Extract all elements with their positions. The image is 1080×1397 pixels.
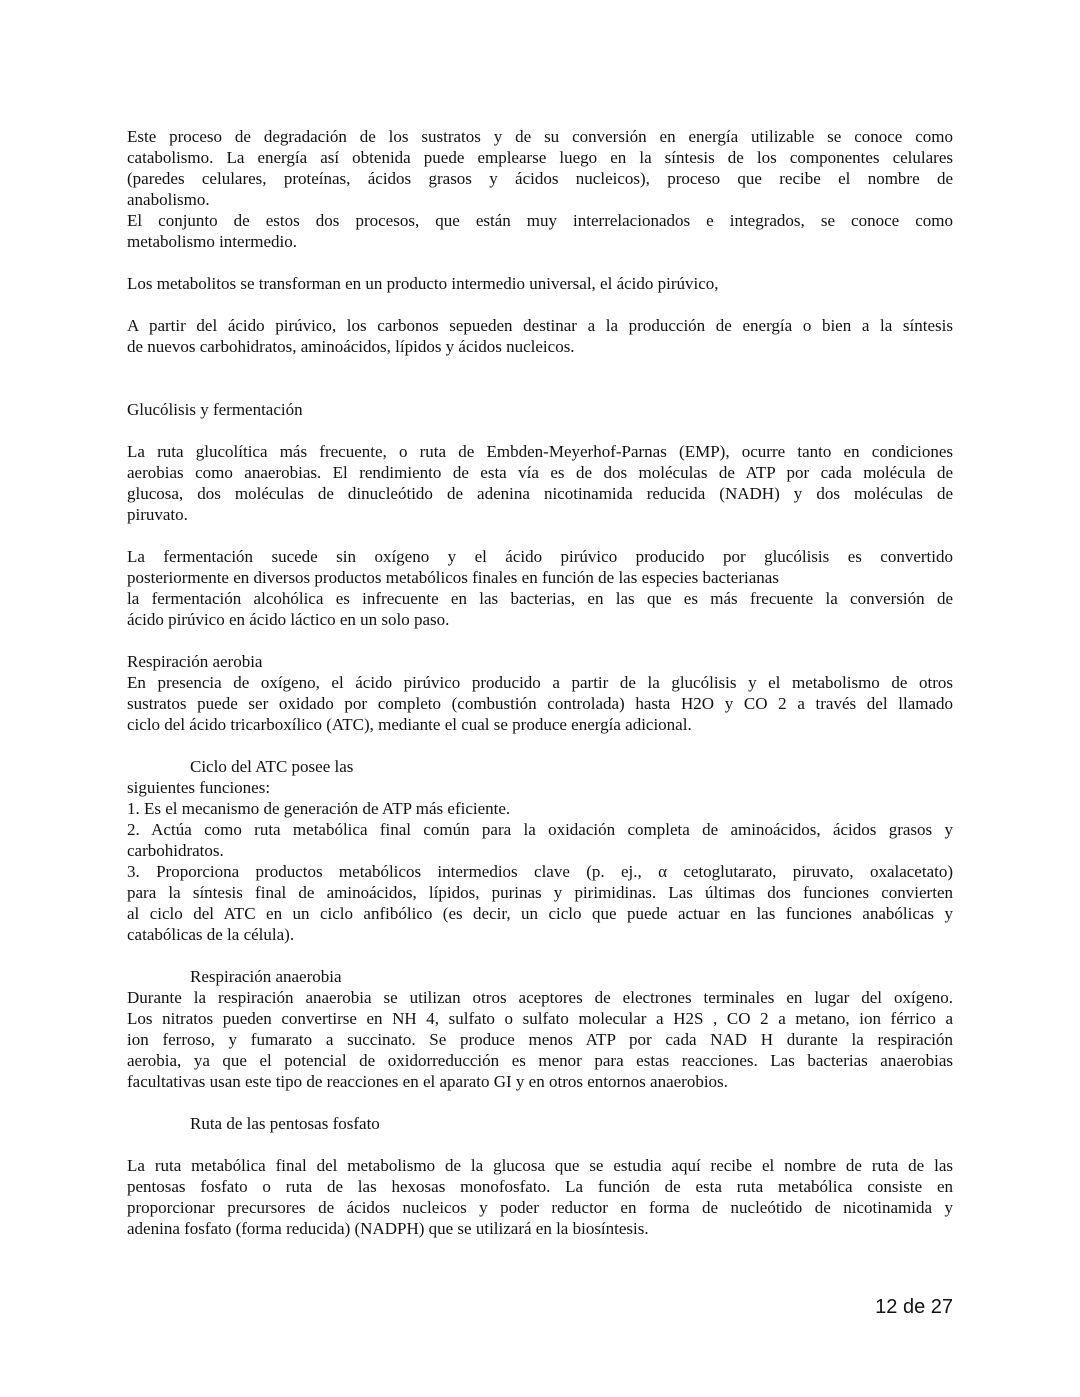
text-line: para la síntesis final de aminoácidos, lípidos, purinas y pirimidinas. Las últimas dos funciones convierten	[127, 883, 953, 902]
text-line: Respiración anaerobia	[190, 967, 342, 986]
document-body	[127, 126, 953, 1239]
paragraph-metabolites	[127, 273, 953, 294]
text-line: glucosa, dos moléculas de dinucleótido de adenina nicotinamida reducida (NADH) y dos moléculas de	[127, 484, 953, 503]
text-line: proporcionar precursores de ácidos nucleicos y poder reductor en forma de nucleótido de nicotinamida y	[127, 1198, 953, 1217]
text-line: anabolismo.	[127, 190, 210, 209]
text-line: metabolismo intermedio.	[127, 232, 297, 251]
paragraph-pyruvic-acid	[127, 315, 953, 357]
text-line: La fermentación sucede sin oxígeno y el ácido pirúvico producido por glucólisis es convertido	[127, 547, 953, 566]
text-line: Este proceso de degradación de los sustratos y de su conversión en energía utilizable se conoce como	[127, 127, 953, 146]
text-line: adenina fosfato (forma reducida) (NADPH) que se utilizará en la biosíntesis.	[127, 1219, 649, 1238]
text-line: Durante la respiración anaerobia se utilizan otros aceptores de electrones terminales en lugar del oxígeno.	[127, 988, 953, 1007]
text-line: 3. Proporciona productos metabólicos intermedios clave (p. ej., α cetoglutarato, piruvato, oxalacetato)	[127, 862, 953, 881]
text-line: piruvato.	[127, 505, 188, 524]
section-tca-cycle	[127, 756, 953, 945]
text-line: pentosas fosfato o ruta de las hexosas monofosfato. La función de esta ruta metabólica consiste en	[127, 1177, 953, 1196]
text-line: Los metabolitos se transforman en un producto intermedio universal, el ácido pirúvico,	[127, 274, 719, 293]
text-line: de nuevos carbohidratos, aminoácidos, lípidos y ácidos nucleicos.	[127, 337, 575, 356]
text-line: ciclo del ácido tricarboxílico (ATC), mediante el cual se produce energía adicional.	[127, 715, 692, 734]
text-line: (paredes celulares, proteínas, ácidos grasos y ácidos nucleicos), proceso que recibe el nombre de	[127, 169, 953, 188]
section-anaerobic-respiration	[127, 966, 953, 1092]
text-line: aerobias como anaerobias. El rendimiento de esta vía es de dos moléculas de ATP por cada molécula de	[127, 463, 953, 482]
section-aerobic-respiration	[127, 651, 953, 735]
text-line: ácido pirúvico en ácido láctico en un solo paso.	[127, 610, 450, 629]
text-line: carbohidratos.	[127, 841, 224, 860]
text-line: posteriormente en diversos productos metabólicos finales en función de las especies bacterianas	[127, 568, 779, 587]
text-line: al ciclo del ATC en un ciclo anfibólico (es decir, un ciclo que puede actuar en las funciones anabólicas y	[127, 904, 953, 923]
text-line: 1. Es el mecanismo de generación de ATP más eficiente.	[127, 799, 511, 818]
text-line: facultativas usan este tipo de reacciones en el aparato GI y en otros entornos anaerobios.	[127, 1072, 728, 1091]
heading-glycolysis	[127, 399, 953, 420]
heading-pentose-phosphate	[127, 1113, 953, 1134]
text-line: En presencia de oxígeno, el ácido pirúvico producido a partir de la glucólisis y el metabolismo de otros	[127, 673, 953, 692]
paragraph-catabolism	[127, 126, 953, 252]
paragraph-emp-pathway	[127, 441, 953, 525]
text-line: catabólicas de la célula).	[127, 925, 295, 944]
text-line: Respiración aerobia	[127, 652, 263, 671]
text-line: La ruta glucolítica más frecuente, o ruta de Embden-Meyerhof-Parnas (EMP), ocurre tanto en condiciones	[127, 442, 953, 461]
text-line: aerobia, ya que el potencial de oxidorreducción es menor para estas reacciones. Las bacterias anaerobias	[127, 1051, 953, 1070]
text-line: sustratos puede ser oxidado por completo (combustión controlada) hasta H2O y CO 2 a través del llamado	[127, 694, 953, 713]
text-line: ion ferroso, y fumarato a succinato. Se produce menos ATP por cada NAD H durante la respiración	[127, 1030, 953, 1049]
text-line: siguientes funciones:	[127, 778, 271, 797]
text-line: la fermentación alcohólica es infrecuente en las bacterias, en las que es más frecuente la conversión de	[127, 589, 953, 608]
text-line: Ruta de las pentosas fosfato	[190, 1114, 380, 1133]
text-line: El conjunto de estos dos procesos, que están muy interrelacionados e integrados, se conoce como	[127, 211, 953, 230]
text-line: 2. Actúa como ruta metabólica final común para la oxidación completa de aminoácidos, ácidos grasos y	[127, 820, 953, 839]
page-number: 12 de 27	[875, 1296, 953, 1318]
paragraph-fermentation	[127, 546, 953, 630]
text-line: A partir del ácido pirúvico, los carbonos sepueden destinar a la producción de energía o bien a la síntesis	[127, 316, 953, 335]
paragraph-pentose-phosphate	[127, 1155, 953, 1239]
text-line: Ciclo del ATC posee las	[190, 757, 354, 776]
text-line: La ruta metabólica final del metabolismo de la glucosa que se estudia aquí recibe el nombre de ruta de las	[127, 1156, 953, 1175]
text-line: Los nitratos pueden convertirse en NH 4, sulfato o sulfato molecular a H2S , CO 2 a metano, ion férrico a	[127, 1009, 953, 1028]
text-line: Glucólisis y fermentación	[127, 400, 303, 419]
text-line: catabolismo. La energía así obtenida puede emplearse luego en la síntesis de los componentes celulares	[127, 148, 953, 167]
